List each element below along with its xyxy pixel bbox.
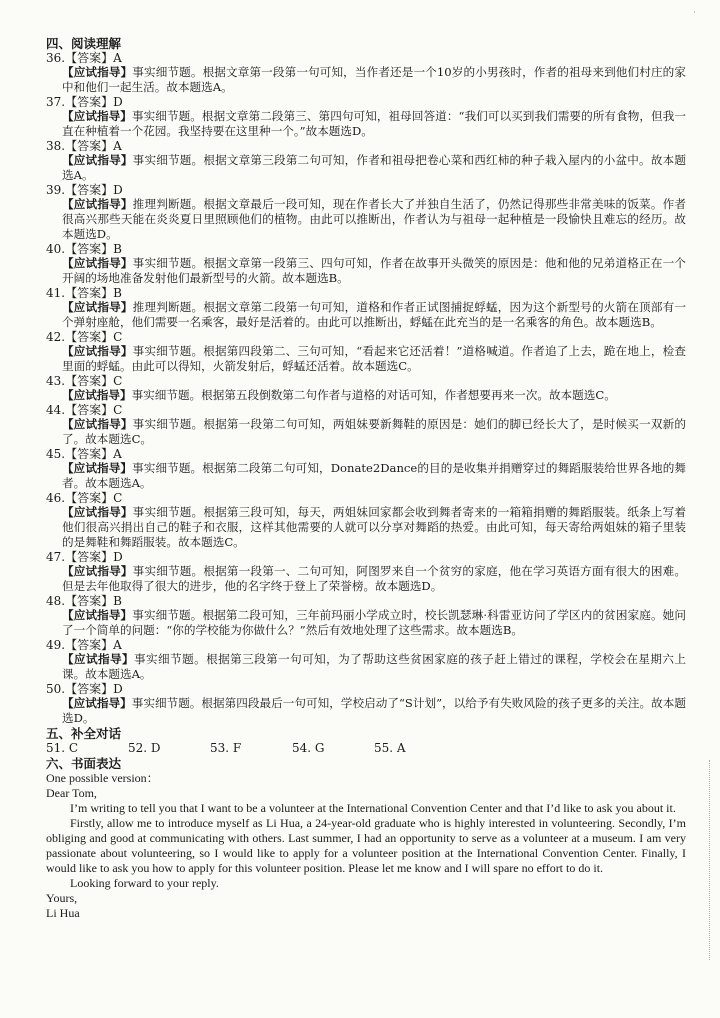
answer-line xyxy=(46,638,686,652)
answer-value: 【答案】B xyxy=(65,594,122,608)
answer-line xyxy=(46,550,686,564)
corner-mark: · xyxy=(693,8,696,18)
answer-line xyxy=(46,330,686,344)
answer-value: 【答案】D xyxy=(65,550,123,564)
dialog-answer: 54. G xyxy=(292,741,325,755)
answer-item xyxy=(46,403,686,447)
guide-body: 事实细节题。根据第二段可知，三年前玛丽小学成立时，校长凯瑟琳·科雷亚访问了学区内的贫困家庭。她问了一个简单的问题：“你的学校能为你做什么？”然后有效地处理了这些需求。故本题选B。 xyxy=(62,608,686,637)
question-number: 38. xyxy=(46,139,66,153)
guide-tag: 【应试指导】 xyxy=(62,505,133,519)
guide-body: 事实细节题。根据文章第一段第三、四句可知，作者在故事开头微笑的原因是：他和他的兄弟道格正在一个开阔的场地准备发射他们最新型号的火箭。故本题选B。 xyxy=(62,256,686,285)
answer-value: 【答案】D xyxy=(65,682,123,696)
guide-text xyxy=(62,652,686,682)
guide-body: 事实细节题。根据第三段可知，每天，两姐妹回家都会收到舞者寄来的一箱箱捐赠的舞蹈服装。纸条上写着他们很高兴捐出自己的鞋子和衣服，这样其他需要的人就可以分享对舞蹈的热爱。由此可知，每天寄给两姐妹的箱子里装的是舞鞋和舞蹈服装。故本题选C。 xyxy=(62,505,686,549)
answer-line xyxy=(46,242,686,256)
guide-tag: 【应试指导】 xyxy=(62,344,133,358)
question-number: 42. xyxy=(46,330,66,344)
question-number: 36. xyxy=(46,51,66,65)
answer-items xyxy=(46,51,686,726)
answer-line xyxy=(46,447,686,461)
guide-text xyxy=(62,344,686,374)
answer-item xyxy=(46,638,686,682)
essay-salutation: Dear Tom, xyxy=(46,786,97,800)
answer-value: 【答案】C xyxy=(65,374,123,388)
answer-line xyxy=(46,95,686,109)
answer-item xyxy=(46,550,686,594)
answer-item xyxy=(46,51,686,95)
dialog-answer: 51. C xyxy=(46,741,79,755)
binding-margin-line xyxy=(709,760,710,960)
question-number: 40. xyxy=(46,242,66,256)
answer-line xyxy=(46,51,686,65)
guide-text xyxy=(62,65,686,95)
guide-body: 事实细节题。根据第一段第二句可知，两姐妹要新舞鞋的原因是：她们的脚已经长大了，是时候买一双新的了。故本题选C。 xyxy=(62,417,686,446)
answer-value: 【答案】A xyxy=(65,139,122,153)
question-number: 43. xyxy=(46,374,66,388)
answer-value: 【答案】D xyxy=(65,95,123,109)
guide-body: 事实细节题。根据第三段第一句可知，为了帮助这些贫困家庭的孩子赶上错过的课程，学校会在星期六上课。故本题选A。 xyxy=(62,652,686,681)
answer-item xyxy=(46,139,686,183)
guide-tag: 【应试指导】 xyxy=(62,388,132,402)
answer-item xyxy=(46,95,686,139)
guide-text xyxy=(62,461,686,491)
question-number: 47. xyxy=(46,550,66,564)
guide-text xyxy=(62,388,686,403)
question-number: 49. xyxy=(46,638,66,652)
section5-title: 五、补全对话 xyxy=(46,726,122,741)
guide-body: 事实细节题。根据文章第二段第三、第四句可知，祖母回答道：“我们可以买到我们需要的所有食物，但我一直在种植着一个花园。我坚持要在这里种一个。”故本题选D。 xyxy=(62,109,686,138)
answer-item xyxy=(46,330,686,374)
answer-value: 【答案】A xyxy=(65,447,122,461)
answer-value: 【答案】D xyxy=(65,183,123,197)
question-number: 45. xyxy=(46,447,66,461)
answer-line xyxy=(46,594,686,608)
guide-tag: 【应试指导】 xyxy=(62,608,133,622)
guide-text xyxy=(62,197,686,242)
guide-text xyxy=(62,696,686,726)
guide-tag: 【应试指导】 xyxy=(62,461,133,475)
answer-item xyxy=(46,491,686,550)
answer-item xyxy=(46,682,686,726)
answer-value: 【答案】C xyxy=(65,330,123,344)
question-number: 48. xyxy=(46,594,66,608)
essay-closing: Yours, xyxy=(46,891,78,905)
essay-signature: Li Hua xyxy=(46,906,80,920)
guide-text xyxy=(62,153,686,183)
guide-text xyxy=(62,564,686,594)
question-number: 39. xyxy=(46,183,66,197)
essay-paragraph: Firstly, allow me to introduce myself as Li Hua, a 24-year-old graduate who is highly interested in volunteering. Secondly, I’m obliging and good at communicating with others. Last summer, I had an opportunity to serve as a volunteer at a museum. I am very passionate about volunteering, so I would like to apply for a volunteer position at the International Convention Center. Finally, I would like to ask you how to apply for this volunteer position. Please let me know and I will spare no effort to do it. xyxy=(46,816,686,875)
answer-line xyxy=(46,491,686,505)
guide-tag: 【应试指导】 xyxy=(62,696,132,710)
answer-line xyxy=(46,374,686,388)
guide-tag: 【应试指导】 xyxy=(62,65,133,79)
guide-tag: 【应试指导】 xyxy=(62,417,133,431)
answer-value: 【答案】B xyxy=(65,286,122,300)
guide-tag: 【应试指导】 xyxy=(62,300,133,314)
guide-body: 事实细节题。根据第二段第二句可知，Donate2Dance的目的是收集并捐赠穿过的舞蹈服装给世界各地的舞者。故本题选A。 xyxy=(62,461,686,490)
section6-title: 六、书面表达 xyxy=(46,756,122,771)
guide-body: 事实细节题。根据第四段第二、三句可知，“看起来它还活着！”道格喊道。作者追了上去，跪在地上，检查里面的蜉蜢。由此可以得知，火箭发射后，蜉蜢还活着。故本题选C。 xyxy=(62,344,686,373)
sample-essay xyxy=(46,771,686,921)
answer-sheet xyxy=(46,36,686,921)
guide-tag: 【应试指导】 xyxy=(62,109,132,123)
guide-tag: 【应试指导】 xyxy=(62,256,133,270)
guide-text xyxy=(62,256,686,286)
guide-body: 事实细节题。根据第一段第一、二句可知，阿图罗来自一个贫穷的家庭，他在学习英语方面有很大的困难。但是去年他取得了很大的进步，他的名字终于登上了荣誉榜。故本题选D。 xyxy=(62,564,686,593)
answer-value: 【答案】A xyxy=(65,638,122,652)
dialog-answer: 55. A xyxy=(374,741,406,755)
question-number: 50. xyxy=(46,682,66,696)
guide-text xyxy=(62,505,686,550)
guide-text xyxy=(62,109,686,139)
answer-value: 【答案】A xyxy=(65,51,122,65)
essay-paragraph: Looking forward to your reply. xyxy=(70,876,219,890)
answer-line xyxy=(46,139,686,153)
dialog-answer: 52. D xyxy=(128,741,161,755)
guide-body: 推理判断题。根据文章第二段第一句可知，道格和作者正试图捕捉蜉蜢，因为这个新型号的火箭在顶部有一个弹射座舱，他们需要一名乘客，最好是活着的。由此可以推断出，蜉蜢在此充当的是一名乘客的角色。故本题选B。 xyxy=(62,300,686,329)
guide-tag: 【应试指导】 xyxy=(62,153,133,167)
answer-line xyxy=(46,403,686,417)
answer-item xyxy=(46,183,686,242)
question-number: 44. xyxy=(46,403,66,417)
guide-tag: 【应试指导】 xyxy=(62,564,133,578)
guide-tag: 【应试指导】 xyxy=(62,197,133,211)
section4-title: 四、阅读理解 xyxy=(46,36,122,51)
answer-value: 【答案】C xyxy=(65,403,123,417)
guide-text xyxy=(62,417,686,447)
guide-body: 事实细节题。根据文章第三段第二句可知，作者和祖母把卷心菜和西红柿的种子栽入屋内的小盆中。故本题选A。 xyxy=(62,153,686,182)
guide-body: 事实细节题。根据第五段倒数第二句作者与道格的对话可知，作者想要再来一次。故本题选C。 xyxy=(131,388,616,402)
guide-body: 事实细节题。根据第四段最后一句可知，学校启动了“S计划”，以给予有失败风险的孩子更多的关注。故本题选D。 xyxy=(62,696,686,725)
answer-item xyxy=(46,286,686,330)
question-number: 41. xyxy=(46,286,66,300)
answer-item xyxy=(46,447,686,491)
essay-paragraph: I’m writing to tell you that I want to be a volunteer at the International Convention Center and that I’d like to ask you about it. xyxy=(70,801,676,815)
question-number: 46. xyxy=(46,491,66,505)
answer-line xyxy=(46,183,686,197)
answer-item xyxy=(46,594,686,638)
answer-item xyxy=(46,242,686,286)
dialog-answers xyxy=(46,741,686,756)
guide-text xyxy=(62,608,686,638)
answer-item xyxy=(46,374,686,403)
essay-intro: One possible version： xyxy=(46,771,159,785)
guide-body: 推理判断题。根据文章最后一段可知，现在作者长大了并独自生活了，仍然记得那些非常美味的饭菜。作者很高兴那些天能在炎炎夏日里照顾他们的植物。由此可以推断出，作者认为与祖母一起种植是一段愉快且难忘的经历。故本题选D。 xyxy=(62,197,686,241)
answer-value: 【答案】B xyxy=(65,242,122,256)
answer-line xyxy=(46,286,686,300)
guide-text xyxy=(62,300,686,330)
dialog-answer: 53. F xyxy=(210,741,242,755)
answer-line xyxy=(46,682,686,696)
guide-body: 事实细节题。根据文章第一段第一句可知，当作者还是一个10岁的小男孩时，作者的祖母来到他们村庄的家中和他们一起生活。故本题选A。 xyxy=(62,65,686,94)
answer-value: 【答案】C xyxy=(65,491,123,505)
question-number: 37. xyxy=(46,95,66,109)
guide-tag: 【应试指导】 xyxy=(62,652,135,666)
